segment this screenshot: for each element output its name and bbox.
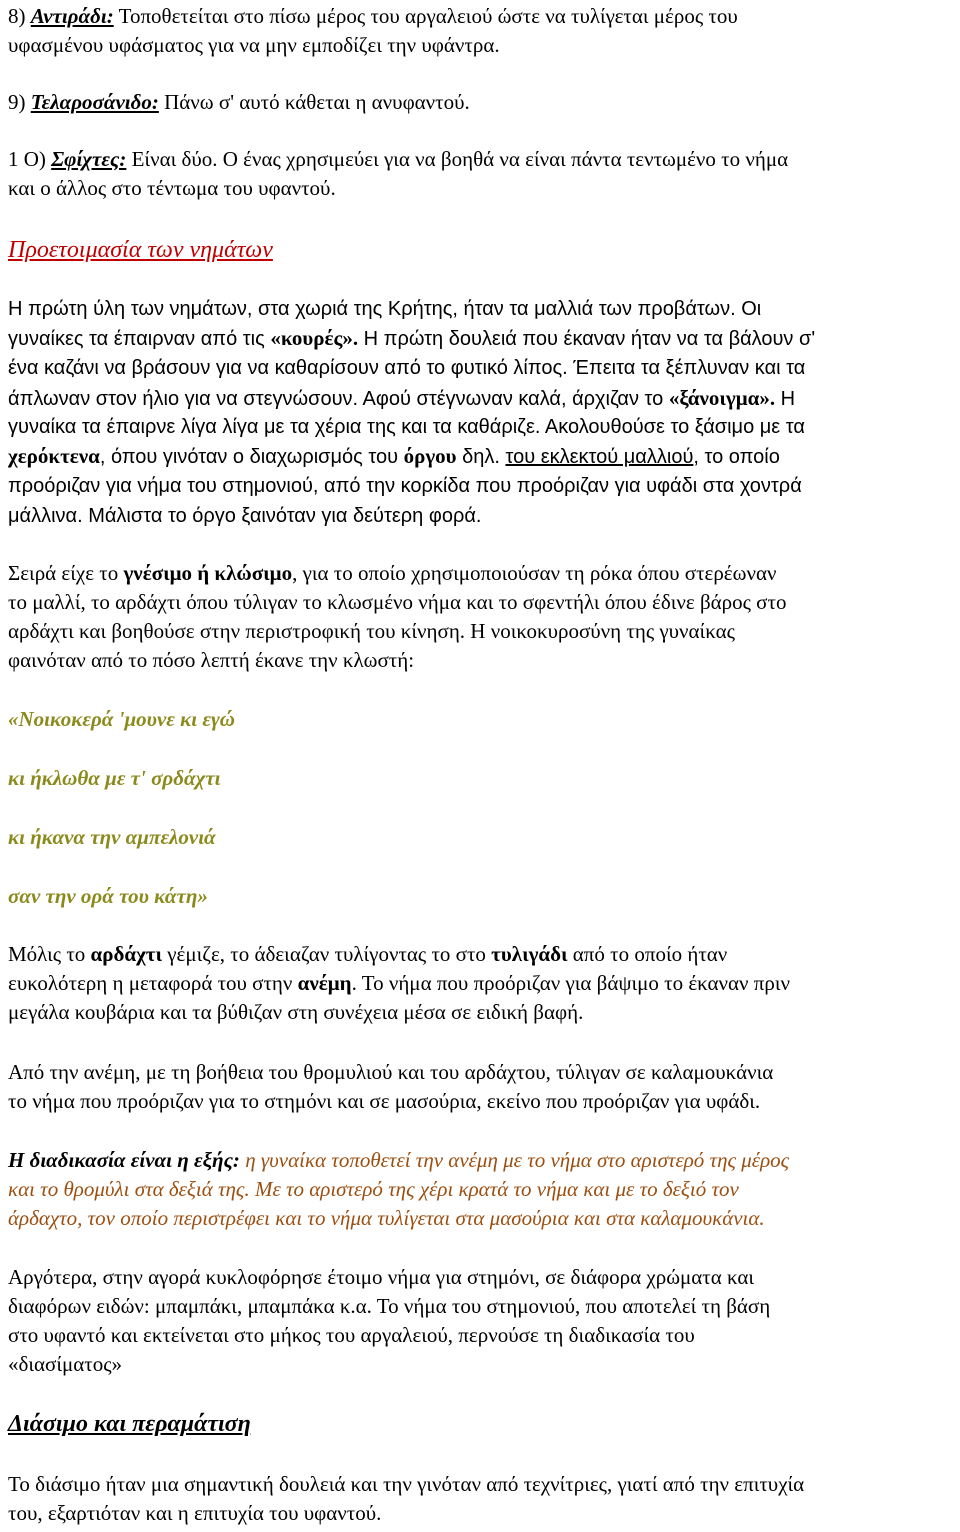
p1-line-7: προόριζαν για νήμα του στημονιού, από την κορκίδα που προόριζαν για υφάδι στα χοντρά [8,475,802,497]
verse-line-2: κι ήκλωθα με τ' σρδάχτι [8,766,221,790]
verse-line-3: κι ήκανα την αμπελονιά [8,825,216,849]
s2-p1-line-2: του, εξαρτιόταν και η επιτυχία του υφαντού. [8,1501,382,1525]
item-8-term: Αντιράδι: [30,4,114,28]
p2-line-1: Σειρά είχε το γνέσιμο ή κλώσιμο, για το οποίο χρησιμοποιούσαν τη ρόκα όπου στερέωναν [8,561,777,585]
verse-line-4: σαν την ορά του κάτη» [8,884,208,908]
item-10-term: Σφίχτες: [51,147,127,171]
s2-p1-line-1: Το διάσιμο ήταν μια σημαντική δουλειά και την γινόταν από τεχνίτριες, γιατί από την επιτυχία [8,1472,805,1496]
p3-line-1: Μόλις το αρδάχτι γέμιζε, το άδειαζαν τυλίγοντας το στο τυλιγάδι από το οποίο ήταν [8,942,728,966]
p1-line-6: χερόκτενα, όπου γινόταν ο διαχωρισμός του όργου δηλ. του εκλεκτού μαλλιού, το οποίο [8,444,780,468]
p4-line-2: το νήμα που προόριζαν για το στημόνι και σε μασούρια, εκείνο που προόριζαν για υφάδι. [8,1089,761,1113]
item-9: 9) Τελαροσάνιδο: Πάνω σ' αυτό κάθεται η ανυφαντού. [8,90,470,114]
p3-line-2: ευκολότερη η μεταφορά του στην ανέμη. Το νήμα που προόριζαν για βάψιμο το έκαναν πριν [8,971,791,995]
p1-line-4: άπλωναν στον ήλιο για να στεγνώσουν. Αφού στέγνωναν καλά, άρχιζαν το «ξάνοιγμα». Η [8,386,796,410]
verse-line-1: «Νοικοκερά 'μουνε κι εγώ [8,707,235,731]
p1-line-2: γυναίκες τα έπαιρναν από τις «κουρές». Η πρώτη δουλειά που έκαναν ήταν να τα βάλουν σ' [8,326,816,350]
p1-line-3: ένα καζάνι να βράσουν για να καθαρίσουν από το φυτικό λίπος. Έπειτα τα ξέπλυναν και τα [8,357,806,379]
p6-line-2: διαφόρων ειδών: μπαμπάκι, μπαμπάκα κ.α. Το νήμα του στημονιού, που αποτελεί τη βάση [8,1294,771,1318]
item-10-line-2: και ο άλλος στο τέντωμα του υφαντού. [8,176,336,200]
p2-line-2: το μαλλί, το αρδάχτι όπου τύλιγαν το κλωσμένο νήμα και το σφεντήλι όπου έδινε βάρος στο [8,590,787,614]
p6-line-4: «διασίματος» [8,1352,123,1376]
procedure-label: Η διαδικασία είναι η εξής: [8,1148,240,1172]
p2-line-4: φαινόταν από το πόσο λεπτή έκανε την κλωστή: [8,648,415,672]
item-8-line-2: υφασμένου υφάσματος για να μην εμποδίζει την υφάντρα. [8,33,500,57]
item-10-line-1: 1 Ο) Σφίχτες: Είναι δύο. Ο ένας χρησιμεύει για να βοηθά να είναι πάντα τεντωμένο το νήμα [8,147,789,171]
p4-line-1: Από την ανέμη, με τη βοήθεια του θρομυλιού και του αρδάχτου, τύλιγαν σε καλαμουκάνια [8,1060,774,1084]
p1-line-8: μάλλινα. Μάλιστα το όργο ξαινόταν για δεύτερη φορά. [8,505,482,527]
section-heading-yarn-preparation: Προετοιμασία των νημάτων [8,237,273,263]
p6-line-1: Αργότερα, στην αγορά κυκλοφόρησε έτοιμο νήμα για στημόνι, σε διάφορα χρώματα και [8,1265,755,1289]
item-9-term: Τελαροσάνιδο: [30,90,159,114]
p6-line-3: στο υφαντό και εκτείνεται στο μήκος του αργαλειού, περνούσε τη διαδικασία του [8,1323,695,1347]
item-8-line-1: 8) Αντιράδι: Τοποθετείται στο πίσω μέρος του αργαλειού ώστε να τυλίγεται μέρος του [8,4,738,28]
p1-line-1: Η πρώτη ύλη των νημάτων, στα χωριά της Κρήτης, ήταν τα μαλλιά των προβάτων. Οι [8,298,762,320]
p5-line-2: και το θρομύλι στα δεξιά της. Με το αριστερό της χέρι κρατά το νήμα και με το δεξιό τον [8,1177,739,1201]
section-heading-warping: Διάσιμο και περαμάτιση [8,1411,251,1437]
p2-line-3: αρδάχτι και βοηθούσε στην περιστροφική του κίνηση. Η νοικοκυροσύνη της γυναίκας [8,619,735,643]
p3-line-3: μεγάλα κουβάρια και τα βύθιζαν στη συνέχεια μέσα σε ειδική βαφή. [8,1000,584,1024]
p5-line-3: άρδαχτο, τον οποίο περιστρέφει και το νήμα τυλίγεται στα μασούρια και στα καλαμουκάνια. [8,1206,765,1230]
p1-line-5: γυναίκα τα έπαιρνε λίγα λίγα με τα χέρια της και τα καθάριζε. Ακολουθούσε το ξάσιμο με τα [8,416,805,438]
p5-line-1: Η διαδικασία είναι η εξής: η γυναίκα τοποθετεί την ανέμη με το νήμα στο αριστερό της μέρος [8,1148,790,1172]
